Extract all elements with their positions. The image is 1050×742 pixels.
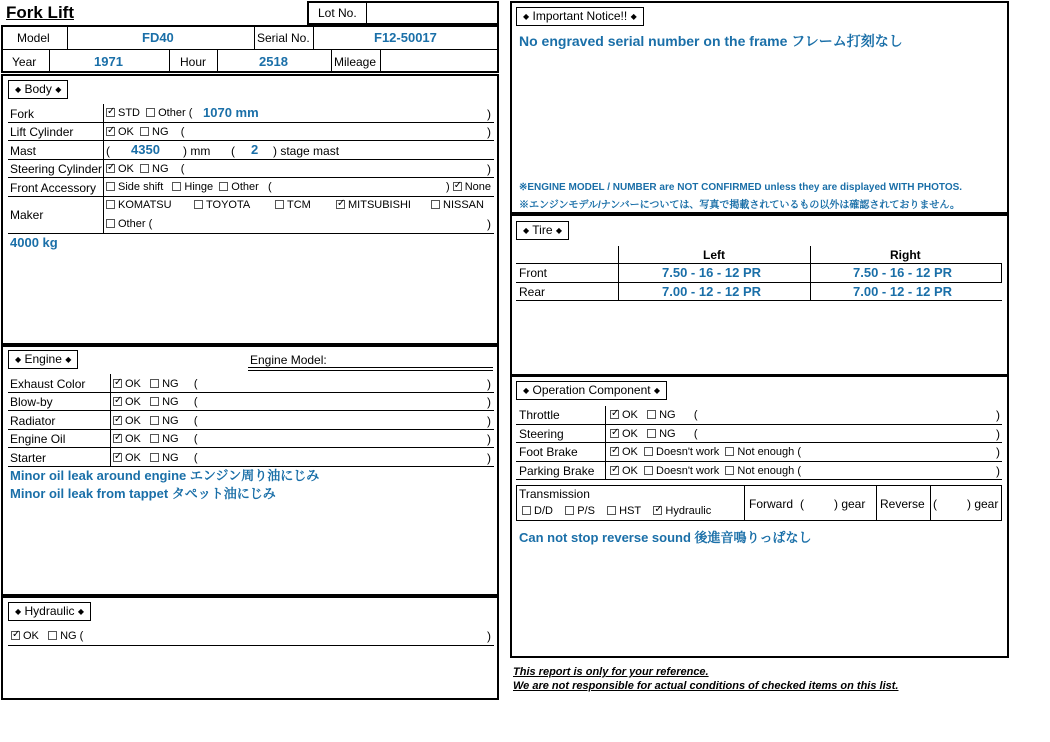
komatsu-checkbox[interactable] bbox=[106, 200, 115, 209]
fork-other-checkbox[interactable] bbox=[146, 108, 155, 117]
hinge-checkbox[interactable] bbox=[172, 182, 181, 191]
tire-section-label: ◆ Tire ◆ bbox=[516, 221, 569, 240]
lift-cylinder-label: Lift Cylinder bbox=[10, 125, 74, 139]
engine-row-0-options: ✓ OK NG ( bbox=[113, 377, 198, 391]
ps-checkbox[interactable] bbox=[565, 506, 574, 515]
tire-rear-right: 7.00 - 12 - 12 PR bbox=[853, 284, 952, 299]
engine-model-label: Engine Model: bbox=[250, 353, 327, 367]
lift-cylinder-options: ✓ OK NG ( bbox=[106, 125, 184, 139]
footer-line-2: We are not responsible for actual conditions of checked items on this list. bbox=[513, 680, 899, 692]
foot-brake-label: Foot Brake bbox=[519, 445, 578, 459]
footer-line-1: This report is only for your reference. bbox=[513, 666, 709, 678]
engine-row-4-label: Starter bbox=[10, 451, 47, 465]
steer-cyl-ok-checkbox[interactable] bbox=[106, 164, 115, 173]
toyota-checkbox[interactable] bbox=[194, 200, 203, 209]
radiator-ok-checkbox[interactable] bbox=[113, 416, 122, 425]
body-note: 4000 kg bbox=[10, 235, 58, 250]
parking-brake-ok-checkbox[interactable] bbox=[610, 466, 619, 475]
steering-options: ✓ OK NG ( bbox=[610, 427, 698, 441]
throttle-ng-checkbox[interactable] bbox=[647, 410, 656, 419]
fork-paren-close: ) bbox=[487, 107, 491, 121]
steering-cylinder-label: Steering Cylinder bbox=[10, 162, 103, 176]
hst-checkbox[interactable] bbox=[607, 506, 616, 515]
lift-ok-checkbox[interactable] bbox=[106, 127, 115, 136]
operation-note: Can not stop reverse sound 後進音鳴りっぱなし bbox=[519, 530, 812, 545]
maker-toyota: TOYOTA bbox=[194, 198, 250, 212]
maker-mitsubishi: ✓ MITSUBISHI bbox=[336, 198, 411, 212]
radiator-ng-checkbox[interactable] bbox=[150, 416, 159, 425]
fork-std-checkbox[interactable] bbox=[106, 108, 115, 117]
hour-value: 2518 bbox=[259, 54, 288, 69]
front-accessory-options: Side shift Hinge Other ( bbox=[106, 180, 272, 194]
blowby-ok-checkbox[interactable] bbox=[113, 397, 122, 406]
steering-label: Steering bbox=[519, 427, 564, 441]
foot-brake-dw-checkbox[interactable] bbox=[644, 447, 653, 456]
engine-oil-ng-checkbox[interactable] bbox=[150, 434, 159, 443]
year-value: 1971 bbox=[94, 54, 123, 69]
lift-ng-checkbox[interactable] bbox=[140, 127, 149, 136]
engine-oil-ok-checkbox[interactable] bbox=[113, 434, 122, 443]
serial-value: F12-50017 bbox=[374, 30, 437, 45]
engine-note-2: Minor oil leak from tappet タペット油にじみ bbox=[10, 486, 276, 501]
engine-note-1: Minor oil leak around engine エンジン周り油にじみ bbox=[10, 468, 320, 483]
year-label: Year bbox=[12, 55, 37, 69]
reverse-label: Reverse bbox=[880, 497, 925, 511]
tire-rear-label: Rear bbox=[519, 285, 546, 299]
foot-brake-ne-checkbox[interactable] bbox=[725, 447, 734, 456]
hydraulic-ok-checkbox[interactable] bbox=[11, 631, 20, 640]
mileage-label: Mileage bbox=[334, 55, 377, 69]
foot-brake-options: ✓ OK Doesn't work Not enough ( bbox=[610, 445, 801, 459]
hydraulic-trans-checkbox[interactable] bbox=[653, 506, 662, 515]
exhaust-ng-checkbox[interactable] bbox=[150, 379, 159, 388]
fork-value: 1070 mm bbox=[203, 105, 259, 120]
engine-row-2-label: Radiator bbox=[10, 414, 56, 428]
parking-brake-dw-checkbox[interactable] bbox=[644, 466, 653, 475]
notice-warning-en: ※ENGINE MODEL / NUMBER are NOT CONFIRMED unless they are displayed WITH PHOTOS. bbox=[519, 182, 963, 193]
notice-text: No engraved serial number on the frame フレーム打刻なし bbox=[519, 33, 903, 49]
engine-row-3-label: Engine Oil bbox=[10, 432, 66, 446]
throttle-label: Throttle bbox=[519, 408, 560, 422]
throttle-ok-checkbox[interactable] bbox=[610, 410, 619, 419]
maker-nissan: NISSAN bbox=[431, 198, 484, 212]
steer-cyl-ng-checkbox[interactable] bbox=[140, 164, 149, 173]
notice-section-label: ◆ Important Notice!! ◆ bbox=[516, 7, 644, 26]
tire-rear-left: 7.00 - 12 - 12 PR bbox=[662, 284, 761, 299]
maker-other-checkbox[interactable] bbox=[106, 219, 115, 228]
mast-label: Mast bbox=[10, 144, 37, 158]
transmission-options: D/D P/S HST ✓ Hydraulic bbox=[522, 504, 711, 518]
forward-gear: ) gear bbox=[834, 497, 866, 511]
engine-section-label: ◆ Engine ◆ bbox=[8, 350, 78, 369]
mast-value: 4350 bbox=[131, 142, 160, 157]
hydraulic-ng-checkbox[interactable] bbox=[48, 631, 57, 640]
tire-right-header: Right bbox=[890, 248, 921, 262]
fork-options: ✓ STD Other ( bbox=[106, 106, 192, 120]
parking-brake-ne-checkbox[interactable] bbox=[725, 466, 734, 475]
foot-brake-ok-checkbox[interactable] bbox=[610, 447, 619, 456]
tire-front-left: 7.50 - 16 - 12 PR bbox=[662, 265, 761, 280]
forward-label: Forward bbox=[749, 497, 794, 511]
hour-label: Hour bbox=[180, 55, 207, 69]
tire-front-right: 7.50 - 16 - 12 PR bbox=[853, 265, 952, 280]
accessory-none: ) ✓None bbox=[446, 180, 491, 194]
fork-label: Fork bbox=[10, 107, 34, 121]
operation-section-label: ◆ Operation Component ◆ bbox=[516, 381, 667, 400]
maker-tcm: TCM bbox=[275, 198, 311, 212]
mast-stage-value: 2 bbox=[251, 142, 259, 157]
notice-warning-jp: ※エンジンモデル/ナンバーについては、写真で掲載されているもの以外は確認されておりません。 bbox=[519, 200, 960, 211]
serial-label: Serial No. bbox=[257, 31, 310, 45]
side-shift-checkbox[interactable] bbox=[106, 182, 115, 191]
starter-ng-checkbox[interactable] bbox=[150, 453, 159, 462]
model-value: FD40 bbox=[142, 30, 174, 45]
steering-ng-checkbox[interactable] bbox=[647, 429, 656, 438]
transmission-label: Transmission bbox=[519, 487, 590, 501]
accessory-other-checkbox[interactable] bbox=[219, 182, 228, 191]
engine-row-3-options: ✓ OK NG ( bbox=[113, 432, 198, 446]
throttle-options: ✓ OK NG ( bbox=[610, 408, 698, 422]
tire-left-header: Left bbox=[703, 248, 725, 262]
steering-cylinder-options: ✓ OK NG ( bbox=[106, 162, 184, 176]
nissan-checkbox[interactable] bbox=[431, 200, 440, 209]
dd-checkbox[interactable] bbox=[522, 506, 531, 515]
engine-row-1-options: ✓ OK NG ( bbox=[113, 395, 198, 409]
mast-unit: ) mm bbox=[183, 144, 211, 158]
reverse-gear: ) gear bbox=[967, 497, 999, 511]
tcm-checkbox[interactable] bbox=[275, 200, 284, 209]
tire-front-label: Front bbox=[519, 266, 548, 280]
hydraulic-section-label: ◆ Hydraulic ◆ bbox=[8, 602, 91, 621]
body-section-label: ◆ Body ◆ bbox=[8, 80, 68, 99]
hydraulic-options: ✓OK NG ( bbox=[11, 629, 83, 643]
maker-komatsu: KOMATSU bbox=[106, 198, 172, 212]
engine-row-2-options: ✓ OK NG ( bbox=[113, 414, 198, 428]
blowby-ng-checkbox[interactable] bbox=[150, 397, 159, 406]
mitsubishi-checkbox[interactable] bbox=[336, 200, 345, 209]
maker-other: Other ( bbox=[106, 217, 152, 231]
none-checkbox[interactable] bbox=[453, 182, 462, 191]
page-title: Fork Lift bbox=[6, 3, 74, 22]
engine-row-1-label: Blow-by bbox=[10, 395, 53, 409]
maker-label: Maker bbox=[10, 208, 44, 222]
starter-ok-checkbox[interactable] bbox=[113, 453, 122, 462]
mast-stage-suffix: ) stage mast bbox=[273, 144, 340, 158]
model-label: Model bbox=[17, 31, 50, 45]
parking-brake-label: Parking Brake bbox=[519, 464, 595, 478]
front-accessory-label: Front Accessory bbox=[10, 181, 97, 195]
lot-label: Lot No. bbox=[318, 6, 357, 20]
exhaust-ok-checkbox[interactable] bbox=[113, 379, 122, 388]
parking-brake-options: ✓ OK Doesn't work Not enough ( bbox=[610, 464, 801, 478]
engine-row-0-label: Exhaust Color bbox=[10, 377, 86, 391]
steering-ok-checkbox[interactable] bbox=[610, 429, 619, 438]
engine-row-4-options: ✓ OK NG ( bbox=[113, 451, 198, 465]
